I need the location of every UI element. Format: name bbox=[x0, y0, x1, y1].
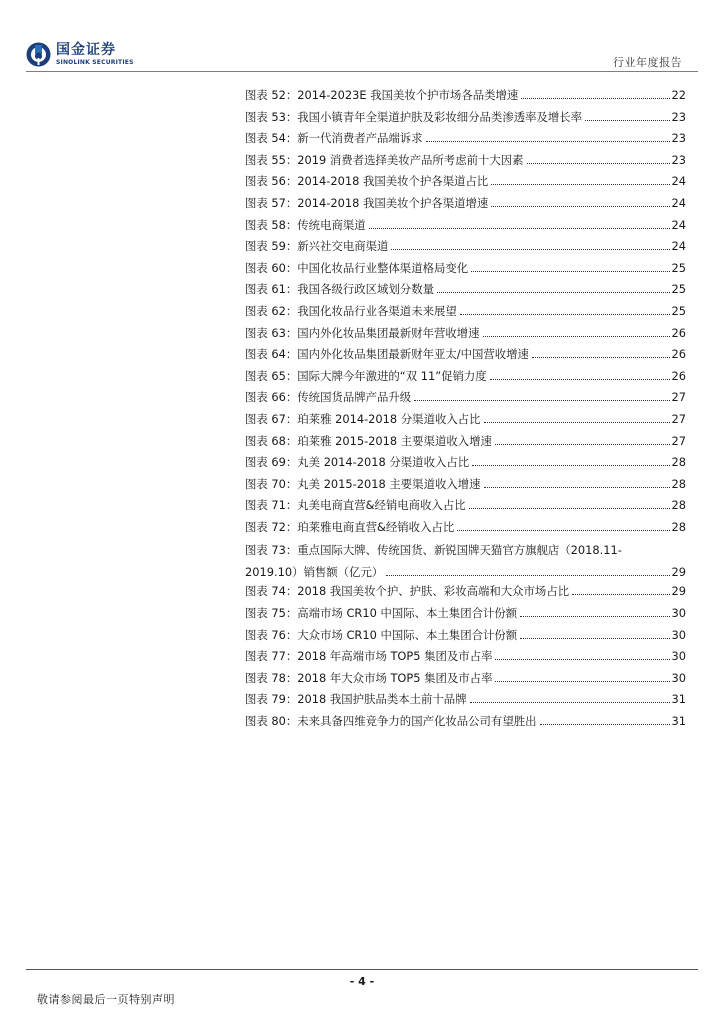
toc-entry-title: 图表 53：我国小镇青年全渠道护肤及彩妆细分品类渗透率及增长率 bbox=[245, 109, 583, 124]
logo-english-name: SINOLINK SECURITIES bbox=[56, 58, 134, 66]
toc-entry[interactable] bbox=[245, 346, 686, 368]
toc-entry[interactable] bbox=[245, 691, 686, 713]
toc-entry-page: 24 bbox=[671, 195, 686, 210]
toc-leader-dots bbox=[490, 379, 670, 380]
toc-entry-page: 26 bbox=[671, 325, 686, 340]
toc-entry-title: 图表 59：新兴社交电商渠道 bbox=[245, 239, 389, 254]
toc-entry[interactable] bbox=[245, 454, 686, 476]
toc-entry-title-line2: 2019.10）销售额（亿元） bbox=[245, 565, 384, 580]
toc-entry-page: 25 bbox=[671, 282, 686, 297]
toc-leader-dots bbox=[491, 206, 669, 207]
toc-entry[interactable] bbox=[245, 627, 686, 649]
toc-leader-dots bbox=[495, 659, 669, 660]
toc-entry-title: 图表 71：丸美电商直营&经销电商收入占比 bbox=[245, 498, 466, 513]
toc-entry-page: 24 bbox=[671, 174, 686, 189]
toc-leader-dots bbox=[386, 575, 669, 576]
toc-entry-page: 31 bbox=[671, 714, 686, 729]
page-header bbox=[0, 0, 724, 80]
report-type-label: 行业年度报告 bbox=[613, 56, 682, 69]
toc-entry-title-line1: 图表 73：重点国际大牌、传统国货、新锐国牌天猫官方旗舰店（2018.11- bbox=[245, 543, 622, 558]
toc-entry-page: 25 bbox=[671, 260, 686, 275]
toc-entry[interactable] bbox=[245, 130, 686, 152]
toc-leader-dots bbox=[540, 724, 670, 725]
toc-entry-title: 图表 56：2014-2018 我国美妆个护各渠道占比 bbox=[245, 174, 489, 189]
toc-entry-title: 图表 65：国际大牌今年激进的“双 11”促销力度 bbox=[245, 368, 487, 383]
company-logo bbox=[26, 40, 134, 68]
toc-entry-title: 图表 78：2018 年大众市场 TOP5 集团及市占率 bbox=[245, 670, 493, 685]
toc-entry[interactable] bbox=[245, 497, 686, 519]
toc-entry-page: 26 bbox=[671, 368, 686, 383]
toc-leader-dots bbox=[369, 228, 670, 229]
toc-leader-dots bbox=[460, 314, 670, 315]
toc-entry-page: 23 bbox=[671, 131, 686, 146]
toc-leader-dots bbox=[471, 271, 669, 272]
toc-leader-dots bbox=[414, 400, 669, 401]
toc-entry-page: 23 bbox=[671, 109, 686, 124]
toc-leader-dots bbox=[470, 702, 670, 703]
toc-entry-title: 图表 55：2019 消费者选择美妆产品所考虑前十大因素 bbox=[245, 152, 524, 167]
page-number: - 4 - bbox=[349, 975, 375, 988]
table-of-figures bbox=[245, 87, 686, 735]
toc-entry-page: 22 bbox=[671, 88, 686, 102]
toc-entry[interactable] bbox=[245, 713, 686, 735]
header-divider bbox=[26, 71, 698, 72]
toc-entry[interactable] bbox=[245, 173, 686, 195]
toc-entry-page: 27 bbox=[671, 411, 686, 426]
toc-entry[interactable] bbox=[245, 389, 686, 411]
toc-entry[interactable] bbox=[245, 476, 686, 498]
toc-entry[interactable] bbox=[245, 281, 686, 303]
toc-entry[interactable] bbox=[245, 605, 686, 627]
toc-entry-wrapped[interactable] bbox=[245, 540, 686, 583]
toc-entry[interactable] bbox=[245, 433, 686, 455]
toc-entry-page: 29 bbox=[671, 584, 686, 599]
toc-entry-page: 30 bbox=[671, 606, 686, 621]
toc-entry-title: 图表 52：2014-2023E 我国美妆个护市场各品类增速 bbox=[245, 88, 519, 102]
toc-entry[interactable] bbox=[245, 325, 686, 347]
toc-entry-title: 图表 76：大众市场 CR10 中国际、本土集团合计份额 bbox=[245, 627, 518, 642]
toc-entry-title: 图表 57：2014-2018 我国美妆个护各渠道增速 bbox=[245, 195, 489, 210]
toc-entry[interactable] bbox=[245, 670, 686, 692]
toc-entry-page: 30 bbox=[671, 670, 686, 685]
toc-entry-page: 27 bbox=[671, 433, 686, 448]
toc-entry-title: 图表 54：新一代消费者产品端诉求 bbox=[245, 131, 423, 146]
toc-entry-title: 图表 62：我国化妆品行业各渠道未来展望 bbox=[245, 303, 457, 318]
toc-entry[interactable] bbox=[245, 303, 686, 325]
toc-entry[interactable] bbox=[245, 195, 686, 217]
toc-entry-title: 图表 79：2018 我国护肤品类本土前十品牌 bbox=[245, 692, 467, 707]
toc-leader-dots bbox=[484, 422, 670, 423]
logo-chinese-name: 国金证券 bbox=[56, 41, 116, 58]
toc-entry-title: 图表 72：珀莱雅电商直营&经销收入占比 bbox=[245, 519, 455, 534]
toc-leader-dots bbox=[457, 530, 669, 531]
toc-leader-dots bbox=[484, 487, 670, 488]
toc-entry-title: 图表 66：传统国货品牌产品升级 bbox=[245, 390, 412, 405]
toc-entry[interactable] bbox=[245, 87, 686, 109]
toc-entry-title: 图表 63：国内外化妆品集团最新财年营收增速 bbox=[245, 325, 480, 340]
toc-leader-dots bbox=[527, 163, 670, 164]
toc-entry-title: 图表 61：我国各级行政区域划分数量 bbox=[245, 282, 434, 297]
toc-entry-page: 28 bbox=[671, 498, 686, 513]
toc-entry-page: 28 bbox=[671, 519, 686, 534]
sinolink-logo-icon bbox=[26, 42, 51, 67]
toc-leader-dots bbox=[495, 444, 670, 445]
toc-entry[interactable] bbox=[245, 583, 686, 605]
toc-leader-dots bbox=[495, 681, 669, 682]
toc-leader-dots bbox=[426, 141, 670, 142]
toc-entry-title: 图表 75：高端市场 CR10 中国际、本土集团合计份额 bbox=[245, 606, 518, 621]
toc-entry-page: 27 bbox=[671, 390, 686, 405]
toc-entry[interactable] bbox=[245, 648, 686, 670]
disclaimer-text: 敬请参阅最后一页特别声明 bbox=[37, 993, 175, 1006]
toc-leader-dots bbox=[532, 357, 670, 358]
toc-leader-dots bbox=[521, 98, 669, 99]
toc-entry[interactable] bbox=[245, 411, 686, 433]
footer-divider bbox=[26, 969, 698, 970]
toc-entry-title: 图表 67：珀莱雅 2014-2018 分渠道收入占比 bbox=[245, 411, 481, 426]
toc-entry-page: 24 bbox=[671, 217, 686, 232]
toc-entry-page: 30 bbox=[671, 649, 686, 664]
toc-entry-page: 30 bbox=[671, 627, 686, 642]
toc-leader-dots bbox=[520, 616, 669, 617]
toc-entry[interactable] bbox=[245, 238, 686, 260]
toc-entry-title: 图表 69：丸美 2014-2018 分渠道收入占比 bbox=[245, 455, 470, 470]
toc-entry-page: 25 bbox=[671, 303, 686, 318]
toc-entry-page: 28 bbox=[671, 455, 686, 470]
toc-entry-title: 图表 58：传统电商渠道 bbox=[245, 217, 366, 232]
toc-entry-title: 图表 60：中国化妆品行业整体渠道格局变化 bbox=[245, 260, 469, 275]
toc-entry-title: 图表 70：丸美 2015-2018 主要渠道收入增速 bbox=[245, 476, 481, 491]
toc-entry-title: 图表 74：2018 我国美妆个护、护肤、彩妆高端和大众市场占比 bbox=[245, 584, 570, 599]
toc-entry[interactable] bbox=[245, 109, 686, 131]
toc-leader-dots bbox=[469, 508, 670, 509]
toc-leader-dots bbox=[572, 594, 669, 595]
toc-leader-dots bbox=[391, 249, 669, 250]
toc-entry-title: 图表 64：国内外化妆品集团最新财年亚太/中国营收增速 bbox=[245, 347, 529, 362]
toc-entry-title: 图表 77：2018 年高端市场 TOP5 集团及市占率 bbox=[245, 649, 493, 664]
toc-leader-dots bbox=[472, 465, 669, 466]
toc-leader-dots bbox=[520, 638, 669, 639]
toc-entry-title: 图表 68：珀莱雅 2015-2018 主要渠道收入增速 bbox=[245, 433, 492, 448]
toc-entry[interactable] bbox=[245, 217, 686, 239]
toc-entry-page: 23 bbox=[671, 152, 686, 167]
toc-entry-page: 24 bbox=[671, 239, 686, 254]
toc-entry-page: 26 bbox=[671, 347, 686, 362]
toc-leader-dots bbox=[483, 336, 670, 337]
toc-entry-page: 28 bbox=[671, 476, 686, 491]
toc-entry-page: 31 bbox=[671, 692, 686, 707]
toc-entry-page: 29 bbox=[671, 565, 686, 580]
toc-entry-title: 图表 80：未来具备四维竞争力的国产化妆品公司有望胜出 bbox=[245, 714, 537, 729]
toc-entry[interactable] bbox=[245, 260, 686, 282]
toc-leader-dots bbox=[437, 292, 670, 293]
toc-leader-dots bbox=[585, 120, 669, 121]
toc-entry[interactable] bbox=[245, 368, 686, 390]
toc-leader-dots bbox=[491, 184, 669, 185]
toc-entry[interactable] bbox=[245, 152, 686, 174]
toc-entry[interactable] bbox=[245, 519, 686, 541]
